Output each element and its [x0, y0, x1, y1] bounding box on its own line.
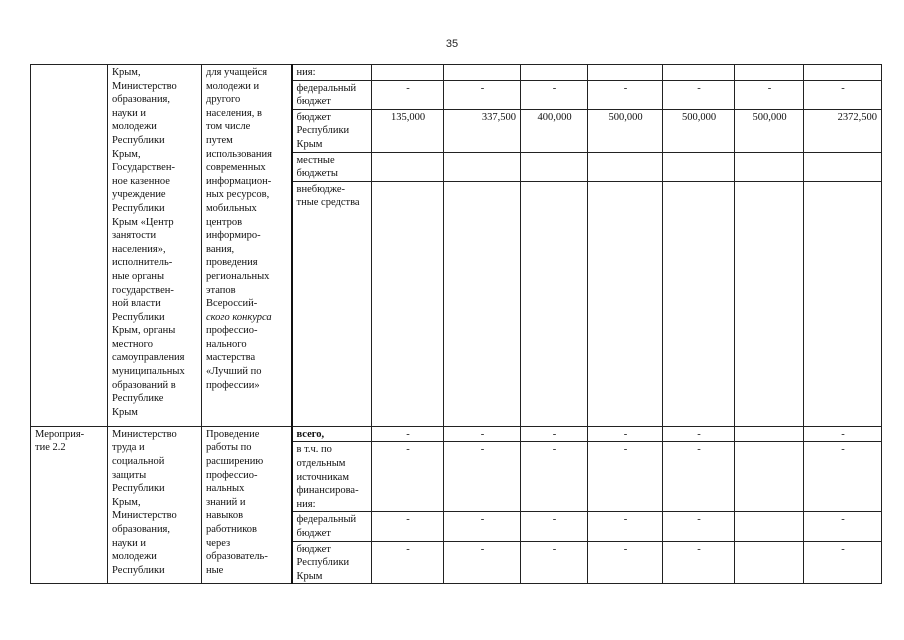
value-cell: [663, 181, 735, 426]
value-cell: [521, 181, 588, 426]
value-cell: [372, 181, 444, 426]
value-cell: -: [804, 426, 882, 442]
value-cell: -: [735, 80, 804, 109]
source-label: бюджет Республики Крым: [292, 109, 372, 152]
source-label: местные бюджеты: [292, 152, 372, 181]
value-cell: -: [663, 80, 735, 109]
value-cell: [372, 65, 444, 81]
value-cell: -: [804, 442, 882, 512]
value-cell: -: [663, 426, 735, 442]
description-text-b: профессио- нального мастерства «Лучший по профессии»: [206, 325, 262, 391]
value-cell: -: [804, 541, 882, 584]
value-cell: [804, 181, 882, 426]
source-label: внебюдже- тные средства: [292, 181, 372, 426]
executors-cell: Крым, Министерство образования, науки и молодежи Республики Крым, Государствен- ное казенное учреждение Республики Крым «Центр занятости населения», исполнитель- ные органы государствен- ной власти Республики Крым, органы местного самоуправления муниципальных образований в Республике Крым: [108, 65, 202, 427]
financing-table: [30, 64, 882, 584]
value-cell: 500,000: [735, 109, 804, 152]
value-cell: -: [444, 80, 521, 109]
value-cell: [735, 512, 804, 541]
value-cell: -: [372, 442, 444, 512]
value-cell: -: [444, 442, 521, 512]
description-text-a: для учащейся молодежи и другого населения, в том числе путем использования современных информацион- ных ресурсов, мобильных центров информиро- вания, проведения региональных этапов Всероссий-: [206, 67, 272, 310]
value-cell: -: [444, 512, 521, 541]
event-number-cell: [31, 65, 108, 427]
source-label: всего,: [292, 426, 372, 442]
value-cell: [804, 152, 882, 181]
value-cell: [444, 152, 521, 181]
source-label: ния:: [292, 65, 372, 81]
table-row: [31, 426, 882, 442]
value-cell: [588, 181, 663, 426]
value-cell: -: [588, 442, 663, 512]
value-cell: [588, 65, 663, 81]
value-cell: [588, 152, 663, 181]
value-cell: -: [444, 426, 521, 442]
value-cell: 500,000: [663, 109, 735, 152]
value-cell: [735, 442, 804, 512]
value-cell: [521, 152, 588, 181]
value-cell: [735, 541, 804, 584]
value-cell: [444, 181, 521, 426]
value-cell: [372, 152, 444, 181]
value-cell: -: [588, 512, 663, 541]
value-cell: [663, 65, 735, 81]
value-cell: -: [804, 80, 882, 109]
value-cell: 135,000: [372, 109, 444, 152]
table-row: [31, 65, 882, 81]
value-cell: [663, 152, 735, 181]
value-cell: -: [521, 442, 588, 512]
value-cell: [735, 152, 804, 181]
value-cell: -: [444, 541, 521, 584]
value-cell: -: [588, 541, 663, 584]
value-cell: -: [588, 426, 663, 442]
value-cell: [735, 65, 804, 81]
value-cell: [735, 181, 804, 426]
value-cell: -: [372, 426, 444, 442]
value-cell: -: [521, 541, 588, 584]
description-text-italic: ского конкурса: [206, 311, 272, 323]
value-cell: -: [663, 541, 735, 584]
value-cell: [521, 65, 588, 81]
value-cell: 400,000: [521, 109, 588, 152]
value-cell: -: [521, 426, 588, 442]
value-cell: -: [521, 512, 588, 541]
source-label: федеральный бюджет: [292, 80, 372, 109]
value-cell: -: [588, 80, 663, 109]
value-cell: -: [372, 80, 444, 109]
value-cell: -: [804, 512, 882, 541]
value-cell: -: [372, 512, 444, 541]
executors-cell: Министерство труда и социальной защиты Республики Крым, Министерство образования, науки и молодежи Республики: [108, 426, 202, 584]
event-number-cell: Мероприя- тие 2.2: [31, 426, 108, 584]
event-description-cell: Проведение работы по расширению профессио- нальных знаний и навыков работников через образователь- ные: [202, 426, 292, 584]
source-label: федеральный бюджет: [292, 512, 372, 541]
value-cell: -: [663, 512, 735, 541]
value-cell: [804, 65, 882, 81]
page-number: 35: [445, 38, 459, 50]
value-cell: 337,500: [444, 109, 521, 152]
value-cell: -: [663, 442, 735, 512]
value-cell: -: [372, 541, 444, 584]
event-description-cell: [202, 65, 292, 427]
value-cell: [444, 65, 521, 81]
source-label: в т.ч. по отдельным источникам финансирова- ния:: [292, 442, 372, 512]
value-cell: -: [521, 80, 588, 109]
value-cell: 500,000: [588, 109, 663, 152]
source-label: бюджет Республики Крым: [292, 541, 372, 584]
value-cell: [735, 426, 804, 442]
value-cell: 2372,500: [804, 109, 882, 152]
